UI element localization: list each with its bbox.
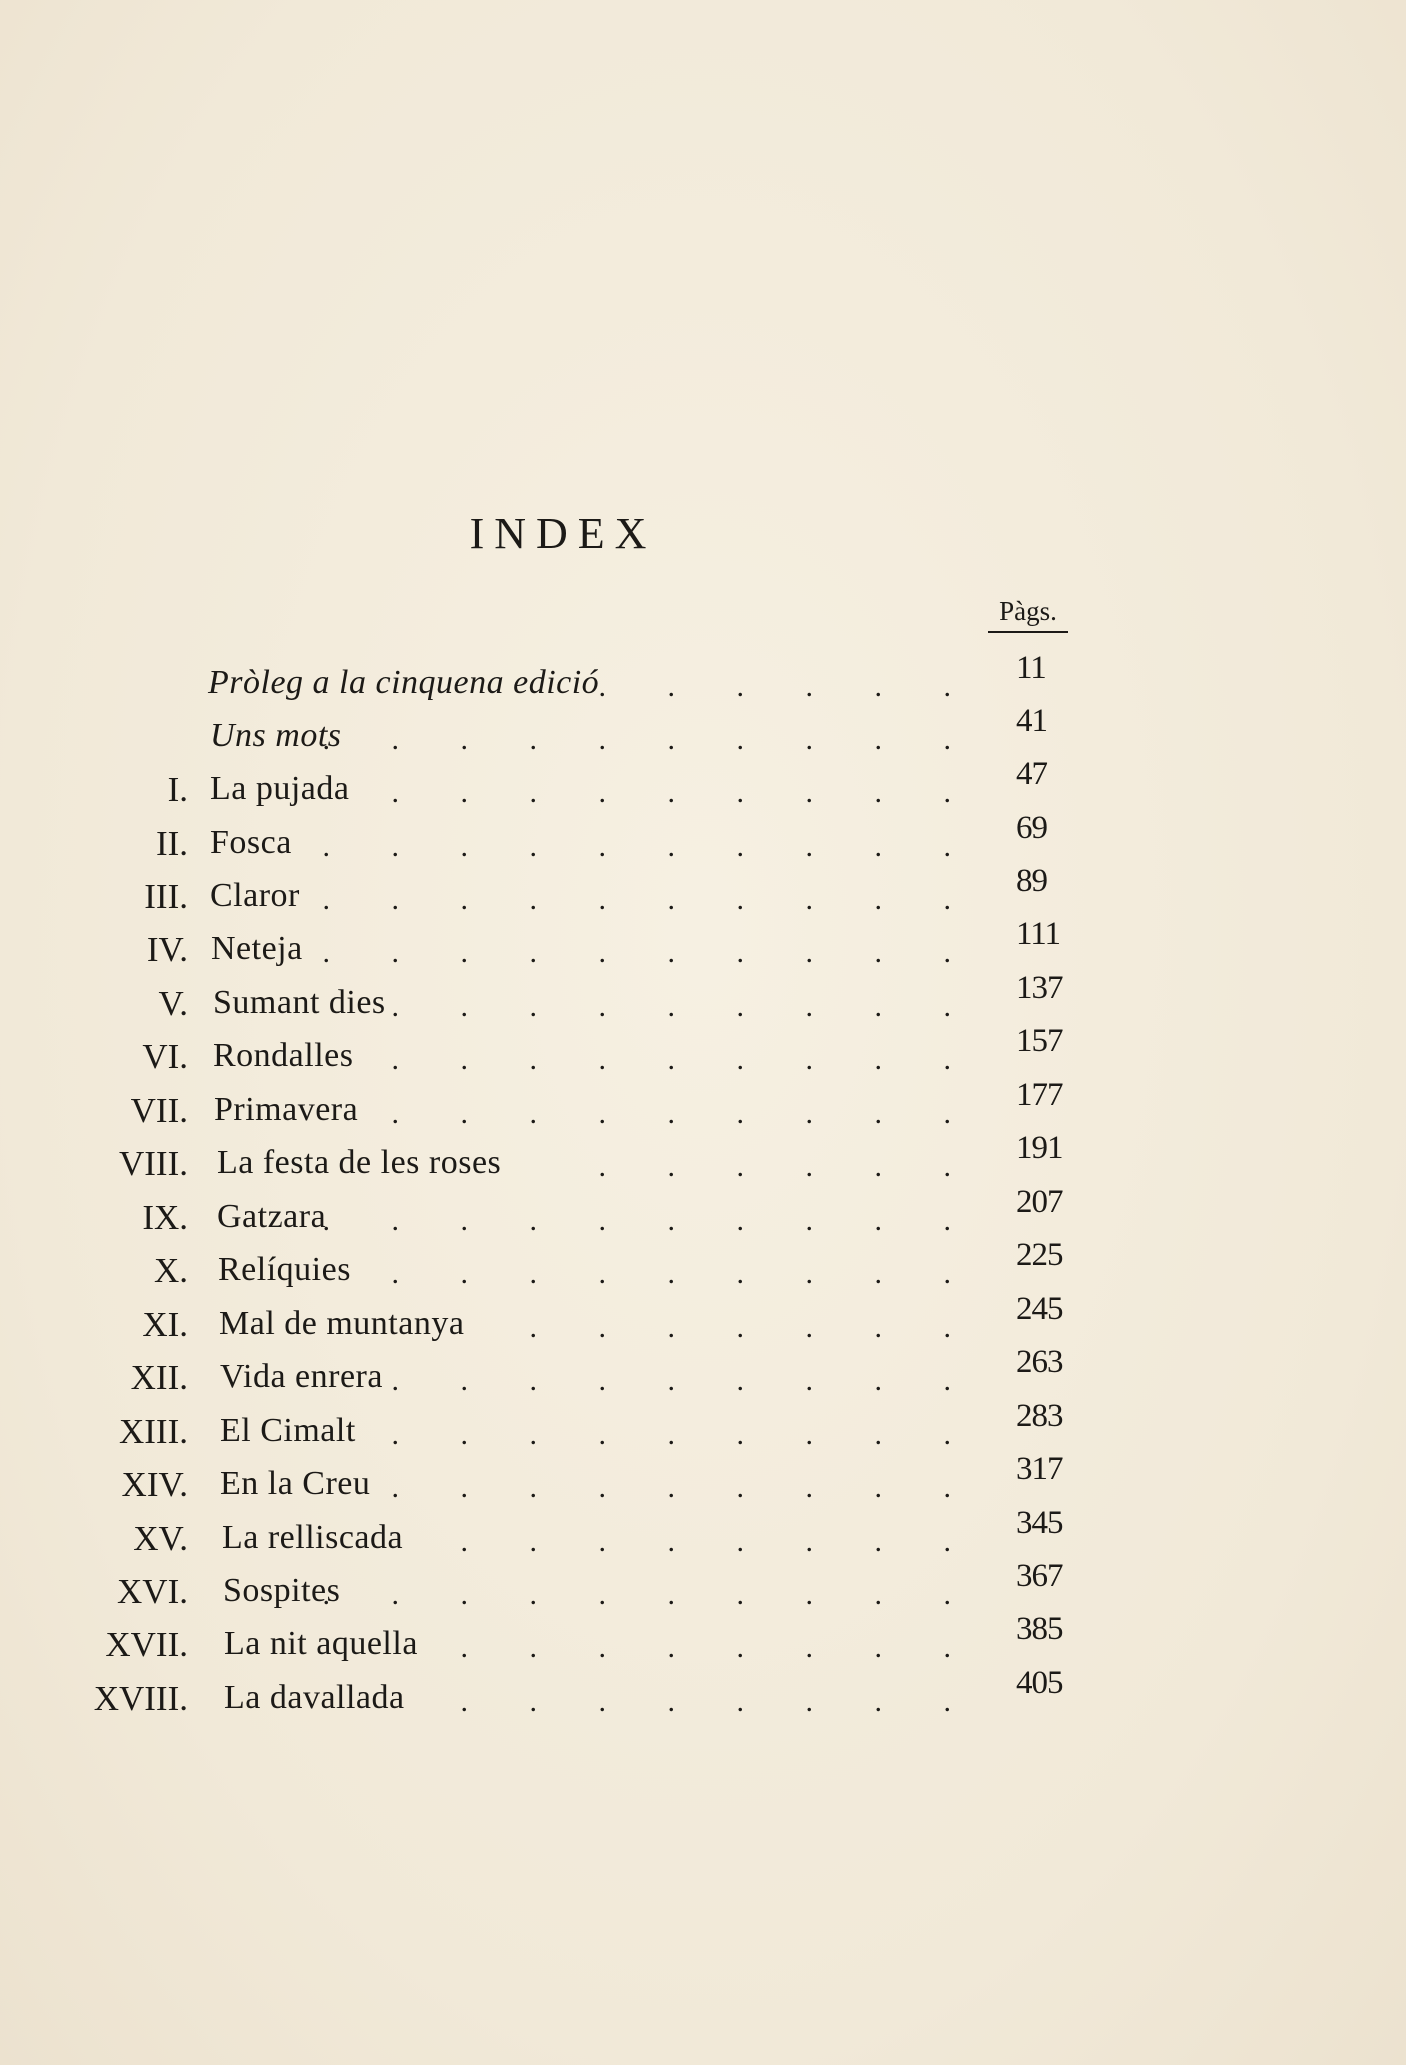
chapter-title: Sumant dies bbox=[213, 984, 386, 1021]
page-number: 191 bbox=[1016, 1130, 1063, 1166]
toc-row bbox=[0, 1451, 1406, 1511]
page-number: 69 bbox=[1016, 810, 1047, 846]
toc-row bbox=[0, 650, 1406, 710]
chapter-title: Fosca bbox=[210, 824, 292, 861]
chapter-title: La pujada bbox=[210, 770, 350, 807]
chapter-title: Neteja bbox=[211, 930, 303, 967]
chapter-title: La nit aquella bbox=[224, 1625, 418, 1662]
toc-row bbox=[0, 703, 1406, 763]
page-number: 47 bbox=[1016, 756, 1047, 792]
chapter-number: XI. bbox=[142, 1305, 188, 1344]
chapter-title: La davallada bbox=[224, 1679, 405, 1716]
leader-dots: . . . . . . . . . bbox=[391, 776, 978, 809]
chapter-number: IV. bbox=[146, 930, 188, 969]
chapter-number: VIII. bbox=[119, 1144, 188, 1183]
page-number: 177 bbox=[1016, 1077, 1063, 1113]
page-number: 89 bbox=[1016, 863, 1047, 899]
leader-dots: . . . . . . . . . . bbox=[322, 830, 978, 863]
page-number: 405 bbox=[1016, 1665, 1063, 1701]
leader-dots: . . . . . . bbox=[598, 1150, 978, 1183]
leader-dots: . . . . . . . . . bbox=[391, 1471, 978, 1504]
chapter-title: Gatzara bbox=[217, 1198, 327, 1235]
chapter-title: Sospites bbox=[223, 1572, 341, 1609]
leader-dots: . . . . . . . . . . bbox=[322, 723, 978, 756]
page-number: 283 bbox=[1016, 1398, 1063, 1434]
chapter-title: Pròleg a la cinquena edició bbox=[208, 664, 600, 701]
chapter-title: La festa de les roses bbox=[217, 1144, 502, 1181]
page-number: 137 bbox=[1016, 970, 1063, 1006]
leader-dots: . . . . . . bbox=[598, 670, 978, 703]
chapter-title: Claror bbox=[210, 877, 300, 914]
toc-row bbox=[0, 1023, 1406, 1083]
leader-dots: . . . . . . . . . bbox=[391, 1097, 978, 1130]
toc-row bbox=[0, 756, 1406, 816]
page-number: 157 bbox=[1016, 1023, 1063, 1059]
page-number: 225 bbox=[1016, 1237, 1063, 1273]
chapter-number: XV. bbox=[133, 1519, 188, 1558]
toc-row bbox=[0, 1237, 1406, 1297]
chapter-title: En la Creu bbox=[220, 1465, 371, 1502]
chapter-number: XVIII. bbox=[93, 1679, 188, 1718]
leader-dots: . . . . . . . . bbox=[460, 1631, 978, 1664]
chapter-number: XII. bbox=[130, 1358, 188, 1397]
page-number: 245 bbox=[1016, 1291, 1063, 1327]
page-number: 41 bbox=[1016, 703, 1047, 739]
leader-dots: . . . . . . . . . bbox=[391, 990, 978, 1023]
toc-row bbox=[0, 1398, 1406, 1458]
chapter-number: XIII. bbox=[119, 1412, 188, 1451]
leader-dots: . . . . . . . . . bbox=[391, 1364, 978, 1397]
leader-dots: . . . . . . . . . bbox=[391, 1257, 978, 1290]
chapter-number: VI. bbox=[142, 1037, 188, 1076]
page-number: 11 bbox=[1016, 650, 1046, 686]
page-number: 263 bbox=[1016, 1344, 1063, 1380]
page-number: 345 bbox=[1016, 1505, 1063, 1541]
leader-dots: . . . . . . . bbox=[529, 1311, 978, 1344]
chapter-title: Primavera bbox=[214, 1091, 359, 1128]
pages-column-header: Pàgs. bbox=[988, 596, 1068, 633]
index-title: INDEX bbox=[469, 509, 657, 558]
leader-dots: . . . . . . . . bbox=[460, 1525, 978, 1558]
toc-row bbox=[0, 1344, 1406, 1404]
chapter-title: El Cimalt bbox=[220, 1412, 356, 1449]
toc-row bbox=[0, 916, 1406, 976]
toc-row bbox=[0, 1505, 1406, 1565]
page-number: 111 bbox=[1016, 916, 1061, 952]
chapter-number: I. bbox=[167, 770, 188, 809]
chapter-number: V. bbox=[158, 984, 188, 1023]
chapter-number: II. bbox=[155, 824, 188, 863]
toc-row bbox=[0, 863, 1406, 923]
page-number: 207 bbox=[1016, 1184, 1063, 1220]
leader-dots: . . . . . . . . . . bbox=[322, 1578, 978, 1611]
chapter-number: VII. bbox=[130, 1091, 188, 1130]
toc-row bbox=[0, 1611, 1406, 1671]
page-number: 367 bbox=[1016, 1558, 1063, 1594]
leader-dots: . . . . . . . . . bbox=[391, 1418, 978, 1451]
chapter-number: III. bbox=[144, 877, 188, 916]
leader-dots: . . . . . . . . bbox=[460, 1685, 978, 1718]
chapter-title: Vida enrera bbox=[220, 1358, 383, 1395]
toc-row bbox=[0, 970, 1406, 1030]
toc-row bbox=[0, 1077, 1406, 1137]
chapter-number: XIV. bbox=[121, 1465, 188, 1504]
chapter-title: La relliscada bbox=[222, 1519, 404, 1556]
leader-dots: . . . . . . . . . . bbox=[322, 883, 978, 916]
toc-row bbox=[0, 1130, 1406, 1190]
chapter-title: Relíquies bbox=[218, 1251, 351, 1288]
chapter-title: Rondalles bbox=[213, 1037, 354, 1074]
toc-row bbox=[0, 1665, 1406, 1725]
page-number: 317 bbox=[1016, 1451, 1063, 1487]
toc-row bbox=[0, 1184, 1406, 1244]
toc-row bbox=[0, 1558, 1406, 1618]
leader-dots: . . . . . . . . . bbox=[391, 1043, 978, 1076]
chapter-number: IX. bbox=[142, 1198, 188, 1237]
toc-row bbox=[0, 1291, 1406, 1351]
chapter-number: XVI. bbox=[117, 1572, 188, 1611]
chapter-title: Mal de muntanya bbox=[219, 1305, 465, 1342]
chapter-title: Uns mots bbox=[210, 717, 342, 754]
toc-row bbox=[0, 810, 1406, 870]
leader-dots: . . . . . . . . . . bbox=[322, 936, 978, 969]
chapter-number: X. bbox=[153, 1251, 188, 1290]
page-number: 385 bbox=[1016, 1611, 1063, 1647]
chapter-number: XVII. bbox=[105, 1625, 188, 1664]
leader-dots: . . . . . . . . . . bbox=[322, 1204, 978, 1237]
